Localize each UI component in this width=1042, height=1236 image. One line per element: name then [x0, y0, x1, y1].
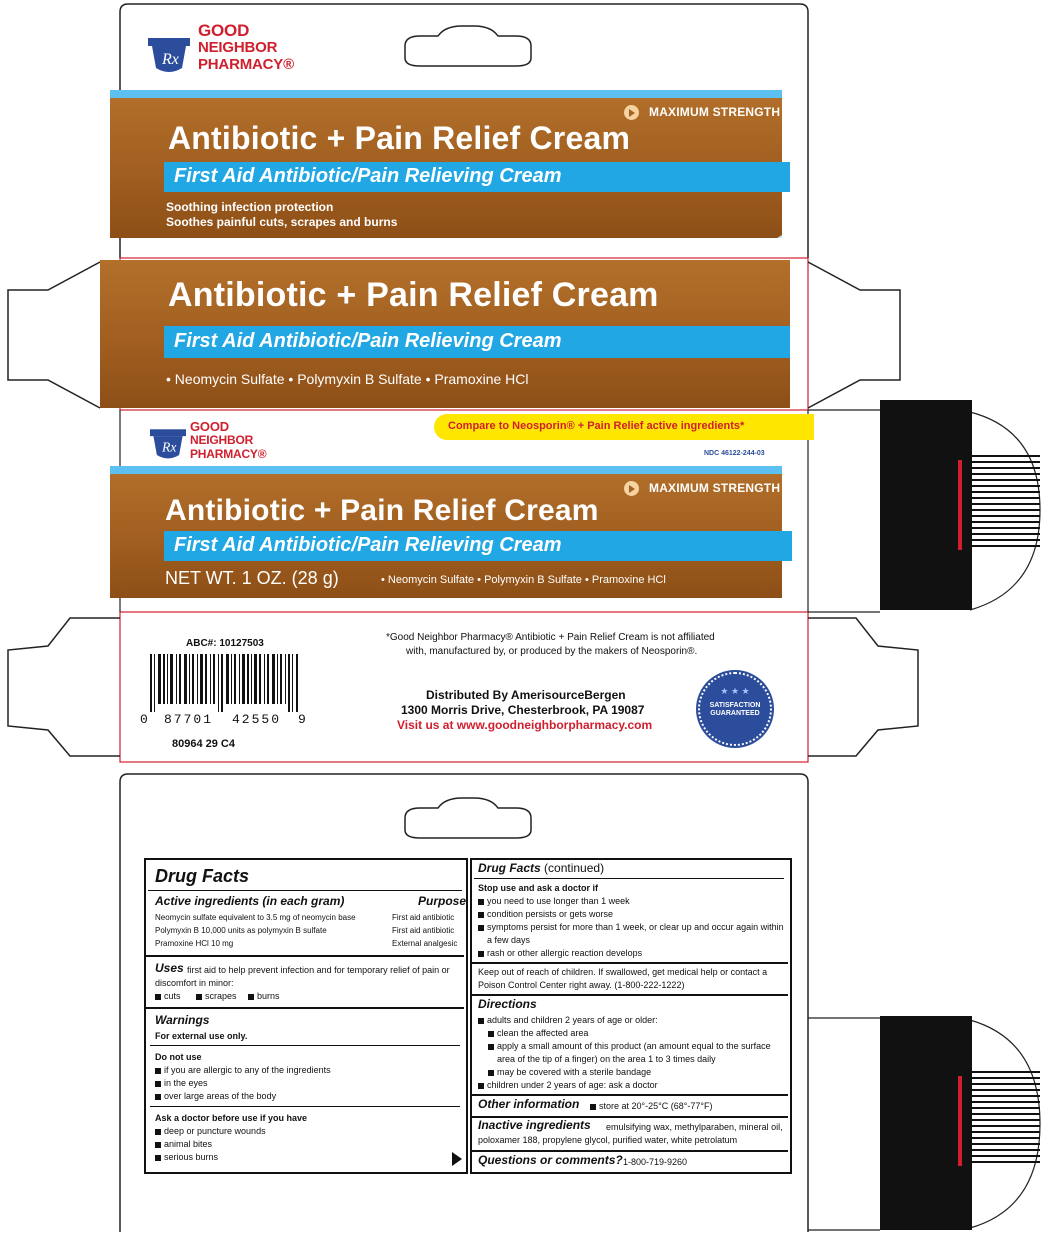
df-askdoc-item: deep or puncture wounds	[155, 1125, 266, 1137]
disclaimer-line1: *Good Neighbor Pharmacy® Antibiotic + Pain Relief Cream is not affiliated	[386, 632, 715, 643]
seal-text: SATISFACTION GUARANTEED	[709, 702, 761, 717]
brand-front-line3: PHARMACY®	[190, 447, 267, 461]
df-active-2-name: Polymyxin B 10,000 units as polymyxin B sulfate	[155, 926, 327, 935]
side-subtitle: First Aid Antibiotic/Pain Relieving Cream	[174, 330, 562, 352]
df-directions-head: Directions	[478, 997, 537, 1011]
seal-stars: ★ ★ ★	[720, 686, 750, 696]
continue-arrow-icon	[452, 1152, 462, 1166]
front-ingredients: • Neomycin Sulfate • Polymyxin B Sulfate • Pramoxine HCl	[381, 574, 666, 586]
brand-front-line1: GOOD	[190, 419, 229, 434]
df-questions: 1-800-719-9260	[623, 1157, 688, 1167]
compare-callout	[434, 414, 814, 440]
df-donot-item: over large areas of the body	[155, 1090, 276, 1102]
flap-stripes-upper	[970, 450, 1040, 560]
barcode-digit-3: 42550	[232, 712, 282, 727]
side-title: Antibiotic + Pain Relief Cream	[168, 276, 659, 314]
df-stop-item: condition persists or gets worse	[478, 908, 613, 920]
df-dir-4: may be covered with a sterile bandage	[488, 1066, 651, 1078]
df-askdoc-item: animal bites	[155, 1138, 212, 1150]
df-uses-text2: discomfort in minor:	[155, 978, 234, 988]
df-inactive-2: poloxamer 188, propylene glycol, purified water, white petrolatum	[478, 1135, 738, 1145]
df-stop-head: Stop use and ask a doctor if	[478, 883, 599, 893]
df-dir-3b: area of the tip of a finger) on the area 1 to 3 times daily	[497, 1054, 716, 1064]
top-claim2: Soothes painful cuts, scrapes and burns	[166, 215, 398, 229]
distributor-name: Distributed By AmerisourceBergen	[426, 688, 626, 702]
barcode-digit-4: 9	[298, 712, 306, 727]
top-subtitle: First Aid Antibiotic/Pain Relieving Cream	[174, 165, 562, 187]
svg-text:Rx: Rx	[162, 439, 177, 455]
df-dir-2: clean the affected area	[488, 1027, 588, 1039]
df-rule	[150, 1106, 460, 1107]
play-icon	[624, 481, 639, 496]
df-rule	[472, 1094, 788, 1096]
df-warnings-head: Warnings	[155, 1013, 210, 1027]
side-subtitle-bar	[164, 326, 790, 358]
df-active-1-purpose: First aid antibiotic	[392, 913, 455, 922]
df-uses-text1: first aid to help prevent infection and for temporary relief of pain or	[187, 965, 450, 975]
df-active-head: Active ingredients (in each gram)	[155, 894, 345, 908]
distributor-address: 1300 Morris Drive, Chesterbrook, PA 19087	[401, 703, 645, 717]
df-uses-item: cuts	[155, 990, 181, 1002]
max-strength-badge-top: MAXIMUM STRENGTH	[624, 105, 780, 120]
top-title: Antibiotic + Pain Relief Cream	[168, 120, 631, 156]
brand-front-line2: NEIGHBOR	[190, 433, 254, 447]
front-title: Antibiotic + Pain Relief Cream	[165, 494, 599, 527]
mortar-rx-icon	[148, 32, 190, 76]
barcode-digit-1: 0	[140, 712, 148, 727]
df-askdoc-head: Ask a doctor before use if you have	[155, 1113, 308, 1123]
df-uses-head: Uses	[155, 961, 184, 975]
play-icon	[624, 105, 639, 120]
df-cont-title: Drug Facts (continued)	[478, 861, 605, 875]
df-dir-3: apply a small amount of this product (an amount equal to the surface	[488, 1040, 771, 1052]
barcode	[150, 654, 300, 712]
df-questions-head: Questions or comments?	[478, 1153, 623, 1167]
top-claim1: Soothing infection protection	[166, 200, 334, 214]
abc-number: ABC#: 10127503	[186, 638, 264, 649]
df-other: store at 20°-25°C (68°-77°F)	[590, 1100, 712, 1112]
df-inactive-head: Inactive ingredients	[478, 1118, 591, 1132]
front-subtitle: First Aid Antibiotic/Pain Relieving Cream	[174, 534, 562, 556]
df-keep-1: Keep out of reach of children. If swallowed, get medical help or contact a	[478, 967, 768, 977]
barcode-digit-2: 87701	[164, 712, 214, 727]
df-rule	[472, 962, 788, 964]
svg-text:Rx: Rx	[162, 51, 179, 68]
df-askdoc-item: serious burns	[155, 1151, 218, 1163]
disclaimer-line2: with, manufactured by, or produced by the makers of Neosporin®.	[406, 646, 698, 657]
top-subtitle-bar	[164, 162, 790, 192]
max-strength-badge-front: MAXIMUM STRENGTH	[624, 481, 780, 496]
df-rule	[148, 890, 462, 891]
website-link[interactable]: Visit us at www.goodneighborpharmacy.com	[397, 718, 653, 732]
side-ingredients: • Neomycin Sulfate • Polymyxin B Sulfate • Pramoxine HCl	[166, 371, 529, 387]
df-active-3-purpose: External analgesic	[392, 939, 458, 948]
df-rule	[146, 1007, 464, 1009]
flap-stripes-lower	[970, 1066, 1040, 1176]
mortar-rx-icon	[150, 424, 186, 462]
ndc-number: NDC 46122-244-03	[704, 450, 765, 457]
df-rule	[472, 1150, 788, 1152]
df-stop-item: rash or other allergic reaction develops	[478, 947, 642, 959]
df-active-3-name: Pramoxine HCl 10 mg	[155, 939, 234, 948]
front-subtitle-bar	[164, 531, 792, 561]
df-active-2-purpose: First aid antibiotic	[392, 926, 455, 935]
df-purpose-head: Purpose	[418, 894, 467, 908]
end-flap-lower	[880, 1016, 972, 1230]
brand-line3: PHARMACY®	[198, 56, 294, 73]
df-other-head: Other information	[478, 1097, 580, 1111]
df-dir-5: children under 2 years of age: ask a doctor	[478, 1079, 658, 1091]
df-rule	[146, 955, 464, 957]
df-keep-2: Poison Control Center right away. (1-800-222-1222)	[478, 980, 685, 990]
df-stop-item: you need to use longer than 1 week	[478, 895, 630, 907]
df-uses-item: scrapes	[196, 990, 237, 1002]
df-active-1-name: Neomycin sulfate equivalent to 3.5 mg of neomycin base	[155, 913, 356, 922]
compare-text: Compare to Neosporin® + Pain Relief active ingredients*	[448, 420, 745, 432]
df-inactive-1: emulsifying wax, methylparaben, mineral oil,	[606, 1122, 783, 1132]
df-stop-item-cont: a few days	[487, 935, 531, 945]
df-dir-1: adults and children 2 years of age or older:	[478, 1014, 658, 1026]
df-stop-item: symptoms persist for more than 1 week, or clear up and occur again within	[478, 921, 784, 933]
df-rule	[472, 994, 788, 996]
df-rule	[474, 878, 784, 879]
satisfaction-seal	[698, 672, 772, 746]
lot-number: 80964 29 C4	[172, 738, 235, 750]
brand-line2: NEIGHBOR	[198, 39, 278, 56]
end-flap-upper	[880, 400, 972, 610]
df-title: Drug Facts	[155, 866, 250, 886]
brand-line1: GOOD	[198, 21, 250, 40]
df-uses-item: burns	[248, 990, 280, 1002]
df-donot-head: Do not use	[155, 1052, 202, 1062]
df-donot-item: in the eyes	[155, 1077, 208, 1089]
df-rule	[150, 1045, 460, 1046]
df-donot-item: if you are allergic to any of the ingredients	[155, 1064, 331, 1076]
net-weight: NET WT. 1 OZ. (28 g)	[165, 568, 339, 588]
df-external: For external use only.	[155, 1031, 248, 1041]
